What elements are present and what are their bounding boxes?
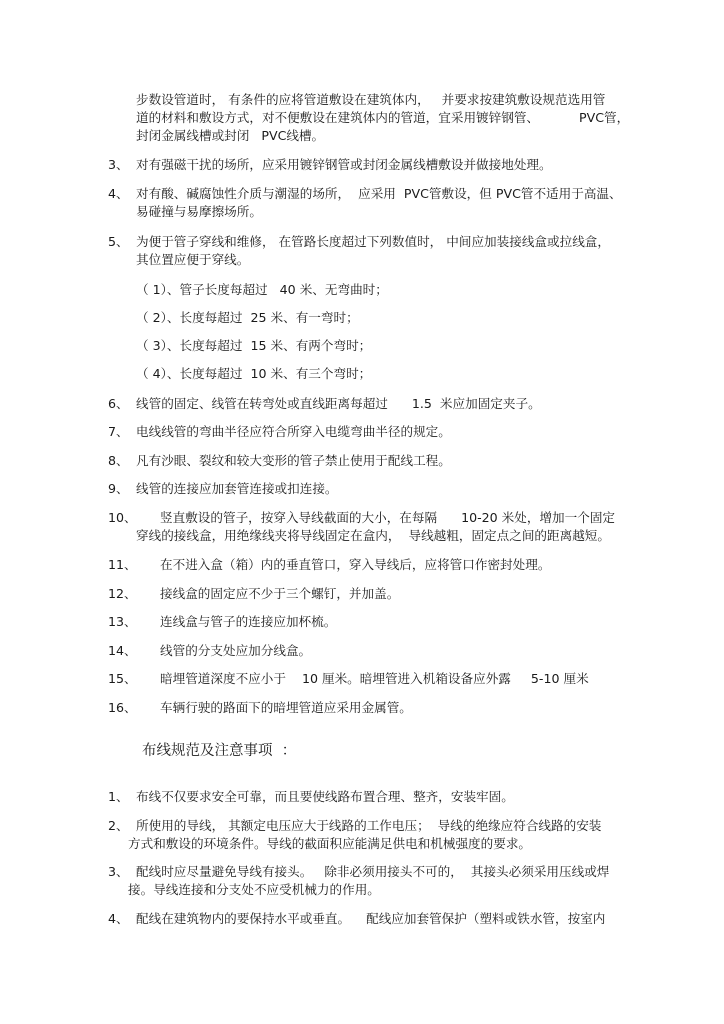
sub-item-text: （ 2）、长度每超过 25 米、有一弯时；: [136, 310, 359, 325]
list-item-text: 方式和敷设的环境条件。导线的截面积应能满足供电和机械强度的要求。: [128, 836, 531, 851]
list-item-text: 线管的固定、线管在转弯处或直线距离每超过 1.5 米应加固定夹子。: [136, 396, 541, 411]
list-item-text: 线管的连接应加套管连接或扣连接。: [136, 481, 338, 496]
list-item-number: 4、: [108, 186, 129, 201]
list-item-number: 2、: [108, 818, 129, 833]
list-item-text: 在不进入盒（箱）内的垂直管口，穿入导线后，应将管口作密封处理。: [160, 557, 551, 572]
list-item-text: 线管的分支处应加分线盒。: [160, 643, 312, 658]
list-item-text: 凡有沙眼、裂纹和较大变形的管子禁止使用于配线工程。: [136, 453, 451, 468]
list-item-number: 6、: [108, 396, 129, 411]
list-item-number: 11、: [108, 557, 137, 572]
list-item-text: 所使用的导线， 其额定电压应大于线路的工作电压； 导线的绝缘应符合线路的安装: [136, 818, 602, 833]
list-item-number: 8、: [108, 453, 129, 468]
list-item-number: 12、: [108, 586, 137, 601]
sub-item-text: （ 3）、长度每超过 15 米、有两个弯时；: [136, 338, 372, 353]
list-item-text: 电线线管的弯曲半径应符合所穿入电缆弯曲半径的规定。: [136, 424, 451, 439]
list-item-text: 配线在建筑物内的要保持水平或垂直。 配线应加套管保护（塑料或铁水管，按室内: [136, 911, 606, 926]
paragraph-line: 步数设管道时， 有条件的应将管道敷设在建筑体内， 并要求按建筑敷设规范选用管: [136, 92, 606, 107]
list-item-text: 为便于管子穿线和维修， 在管路长度超过下列数值时， 中间应加装接线盒或拉线盒，: [136, 234, 610, 249]
list-item-text: 车辆行驶的路面下的暗埋管道应采用金属管。: [160, 700, 412, 715]
list-item-number: 1、: [108, 789, 129, 804]
list-item-text: 易碰撞与易摩擦场所。: [136, 204, 262, 219]
list-item-number: 15、: [108, 671, 137, 686]
list-item-text: 接。导线连接和分支处不应受机械力的作用。: [128, 882, 380, 897]
list-item-number: 14、: [108, 643, 137, 658]
sub-item-text: （ 1）、管子长度每超过 40 米、无弯曲时；: [136, 282, 388, 297]
paragraph-line: 道的材料和敷设方式，对不便敷设在建筑体内的管道，宜采用镀锌钢管、 PVC管，: [136, 110, 630, 125]
list-item-text: 竖直敷设的管子，按穿入导线截面的大小，在每隔 10-20 米处，增加一个固定: [160, 510, 616, 525]
list-item-text: 布线不仅要求安全可靠，而且要使线路布置合理、整齐，安装牢固。: [136, 789, 514, 804]
list-item-text: 穿线的接线盒，用绝缘线夹将导线固定在盒内， 导线越粗，固定点之间的距离越短。: [136, 528, 610, 543]
list-item-number: 4、: [108, 911, 129, 926]
list-item-text: 对有强磁干扰的场所，应采用镀锌钢管或封闭金属线槽敷设并做接地处理。: [136, 157, 552, 172]
list-item-text: 配线时应尽量避免导线有接头。 除非必须用接头不可的， 其接头必须采用压线或焊: [136, 864, 610, 879]
list-item-text: 接线盒的固定应不少于三个螺钉，并加盖。: [160, 586, 400, 601]
section-heading: 布线规范及注意事项 ：: [142, 743, 297, 759]
list-item-number: 10、: [108, 510, 137, 525]
list-item-text: 暗埋管道深度不应小于 10 厘米。暗埋管进入机箱设备应外露 5-10 厘米: [160, 671, 589, 686]
list-item-number: 13、: [108, 614, 137, 629]
list-item-number: 3、: [108, 864, 129, 879]
list-item-number: 5、: [108, 234, 129, 249]
list-item-text: 连线盒与管子的连接应加杯梳。: [160, 614, 337, 629]
paragraph-line: 封闭金属线槽或封闭 PVC线槽。: [136, 128, 325, 143]
list-item-text: 其位置应便于穿线。: [136, 252, 250, 267]
list-item-number: 16、: [108, 700, 137, 715]
list-item-number: 3、: [108, 157, 129, 172]
list-item-text: 对有酸、碱腐蚀性介质与潮湿的场所， 应采用 PVC管敷设，但 PVC管不适用于高温、: [136, 186, 622, 201]
list-item-number: 9、: [108, 481, 129, 496]
list-item-number: 7、: [108, 424, 129, 439]
sub-item-text: （ 4）、长度每超过 10 米、有三个弯时；: [136, 366, 372, 381]
